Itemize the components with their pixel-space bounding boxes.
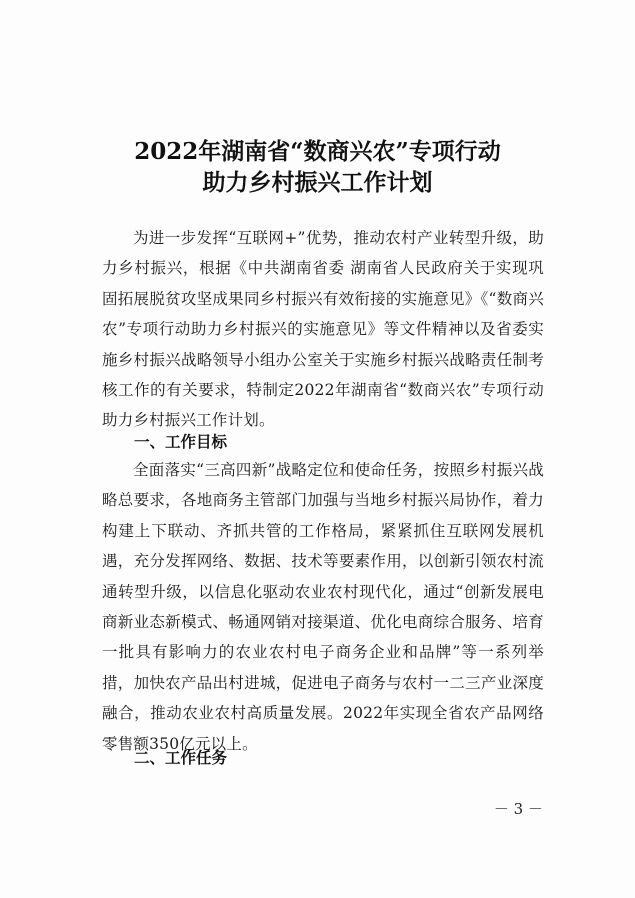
section-heading-goals: 一、工作目标 [134, 433, 228, 451]
intro-paragraph: 为进一步发挥“互联网+”优势，推动农村产业转型升级，助力乡村振兴，根据《中共湖南省委 湖南省人民政府关于实现巩固拓展脱贫攻坚成果同乡村振兴有效衔接的实施意见》《“数商兴农”专项行动助力乡村振兴的实施意见》等文件精神以及省委实施乡村振兴战略领导小组办公室关于实施乡村振兴战略责任制考核工作的有关要求，特制定2022年湖南省“数商兴农”专项行动助力乡村振兴工作计划。 [102, 229, 544, 430]
section-heading-tasks: 二、工作任务 [134, 749, 228, 767]
goals-paragraph: 全面落实“三高四新”战略定位和使命任务，按照乡村振兴战略总要求，各地商务主管部门加强与当地乡村振兴局协作，着力构建上下联动、齐抓共管的工作格局，紧紧抓住互联网发展机遇，充分发挥网络、数据、技术等要素作用，以创新引领农村流通转型升级，以信息化驱动农业农村现代化，通过“创新发展电商新业态新模式、畅通网销对接渠道、优化电商综合服务、培育一批具有影响力的农业农村电子商务企业和品牌”等一系列举措，加快农产品出村进城，促进电子商务与农村一二三产业深度融合，推动农业农村高质量发展。2022年实现全省农产品网络零售额350亿元以上。 [102, 461, 544, 753]
page-number: － 3 － [493, 800, 543, 818]
document-title-line-1: 2022年湖南省“数商兴农”专项行动 [134, 138, 501, 165]
document-title-line-2: 助力乡村振兴工作计划 [202, 169, 433, 196]
